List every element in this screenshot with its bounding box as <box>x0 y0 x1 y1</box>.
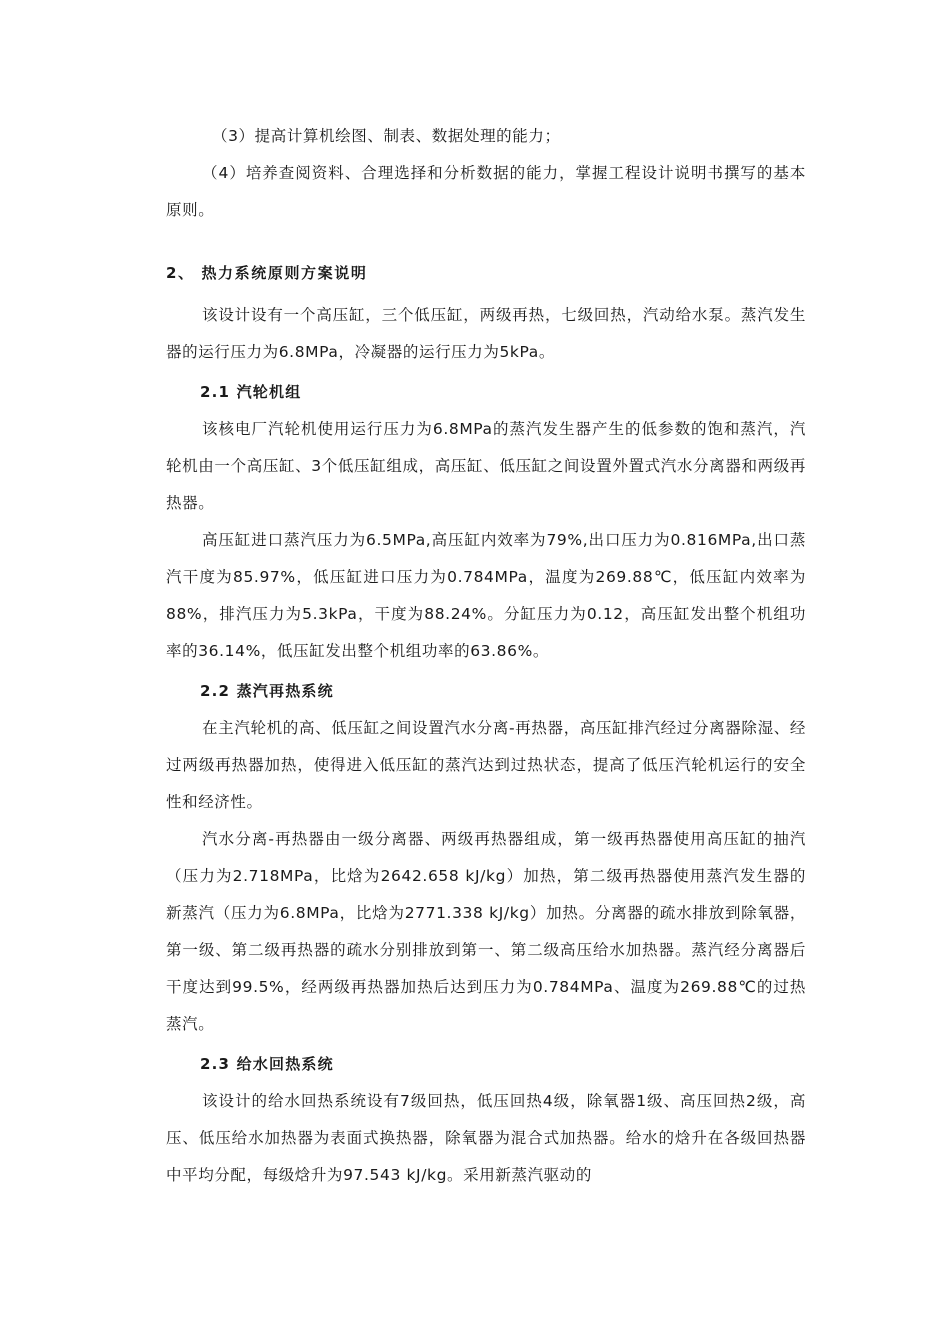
paragraph: 该设计设有一个高压缸，三个低压缸，两级再热，七级回热，汽动给水泵。蒸汽发生器的运行压力为6.8MPa，冷凝器的运行压力为5kPa。 <box>166 306 806 361</box>
paragraph: 高压缸进口蒸汽压力为6.5MPa,高压缸内效率为79%,出口压力为0.816MPa,出口蒸汽干度为85.97%，低压缸进口压力为0.784MPa，温度为269.88℃，低压缸内效率为88%，排汽压力为5.3kPa，干度为88.24%。分缸压力为0.12，高压缸发出整个机组功率的36.14%，低压缸发出整个机组功率的63.86%。 <box>166 531 806 660</box>
list-item: （3）提高计算机绘图、制表、数据处理的能力； <box>212 127 561 145</box>
subsection-heading: 2.1 汽轮机组 <box>200 383 302 401</box>
paragraph: 该设计的给水回热系统设有7级回热，低压回热4级，除氧器1级、高压回热2级，高压、低压给水加热器为表面式换热器，除氧器为混合式加热器。给水的焓升在各级回热器中平均分配，每级焓升为97.543 kJ/kg。采用新蒸汽驱动的 <box>166 1092 806 1184</box>
section-heading: 2、 热力系统原则方案说明 <box>166 264 368 282</box>
paragraph: 汽水分离-再热器由一级分离器、两级再热器组成，第一级再热器使用高压缸的抽汽（压力为2.718MPa，比焓为2642.658 kJ/kg）加热，第二级再热器使用蒸汽发生器的新蒸汽（压力为6.8MPa，比焓为2771.338 kJ/kg）加热。分离器的疏水排放到除氧器，第一级、第二级再热器的疏水分别排放到第一、第二级高压给水加热器。蒸汽经分离器后干度达到99.5%，经两级再热器加热后达到压力为0.784MPa、温度为269.88℃的过热蒸汽。 <box>166 830 806 1033</box>
paragraph: 在主汽轮机的高、低压缸之间设置汽水分离-再热器，高压缸排汽经过分离器除湿、经过两级再热器加热，使得进入低压缸的蒸汽达到过热状态，提高了低压汽轮机运行的安全性和经济性。 <box>166 719 806 811</box>
document-body <box>166 118 806 1194</box>
list-item: （4）培养查阅资料、合理选择和分析数据的能力，掌握工程设计说明书撰写的基本原则。 <box>166 164 806 219</box>
subsection-heading: 2.2 蒸汽再热系统 <box>200 682 334 700</box>
subsection-heading: 2.3 给水回热系统 <box>200 1055 334 1073</box>
paragraph: 该核电厂汽轮机使用运行压力为6.8MPa的蒸汽发生器产生的低参数的饱和蒸汽，汽轮机由一个高压缸、3个低压缸组成，高压缸、低压缸之间设置外置式汽水分离器和两级再热器。 <box>166 420 806 512</box>
